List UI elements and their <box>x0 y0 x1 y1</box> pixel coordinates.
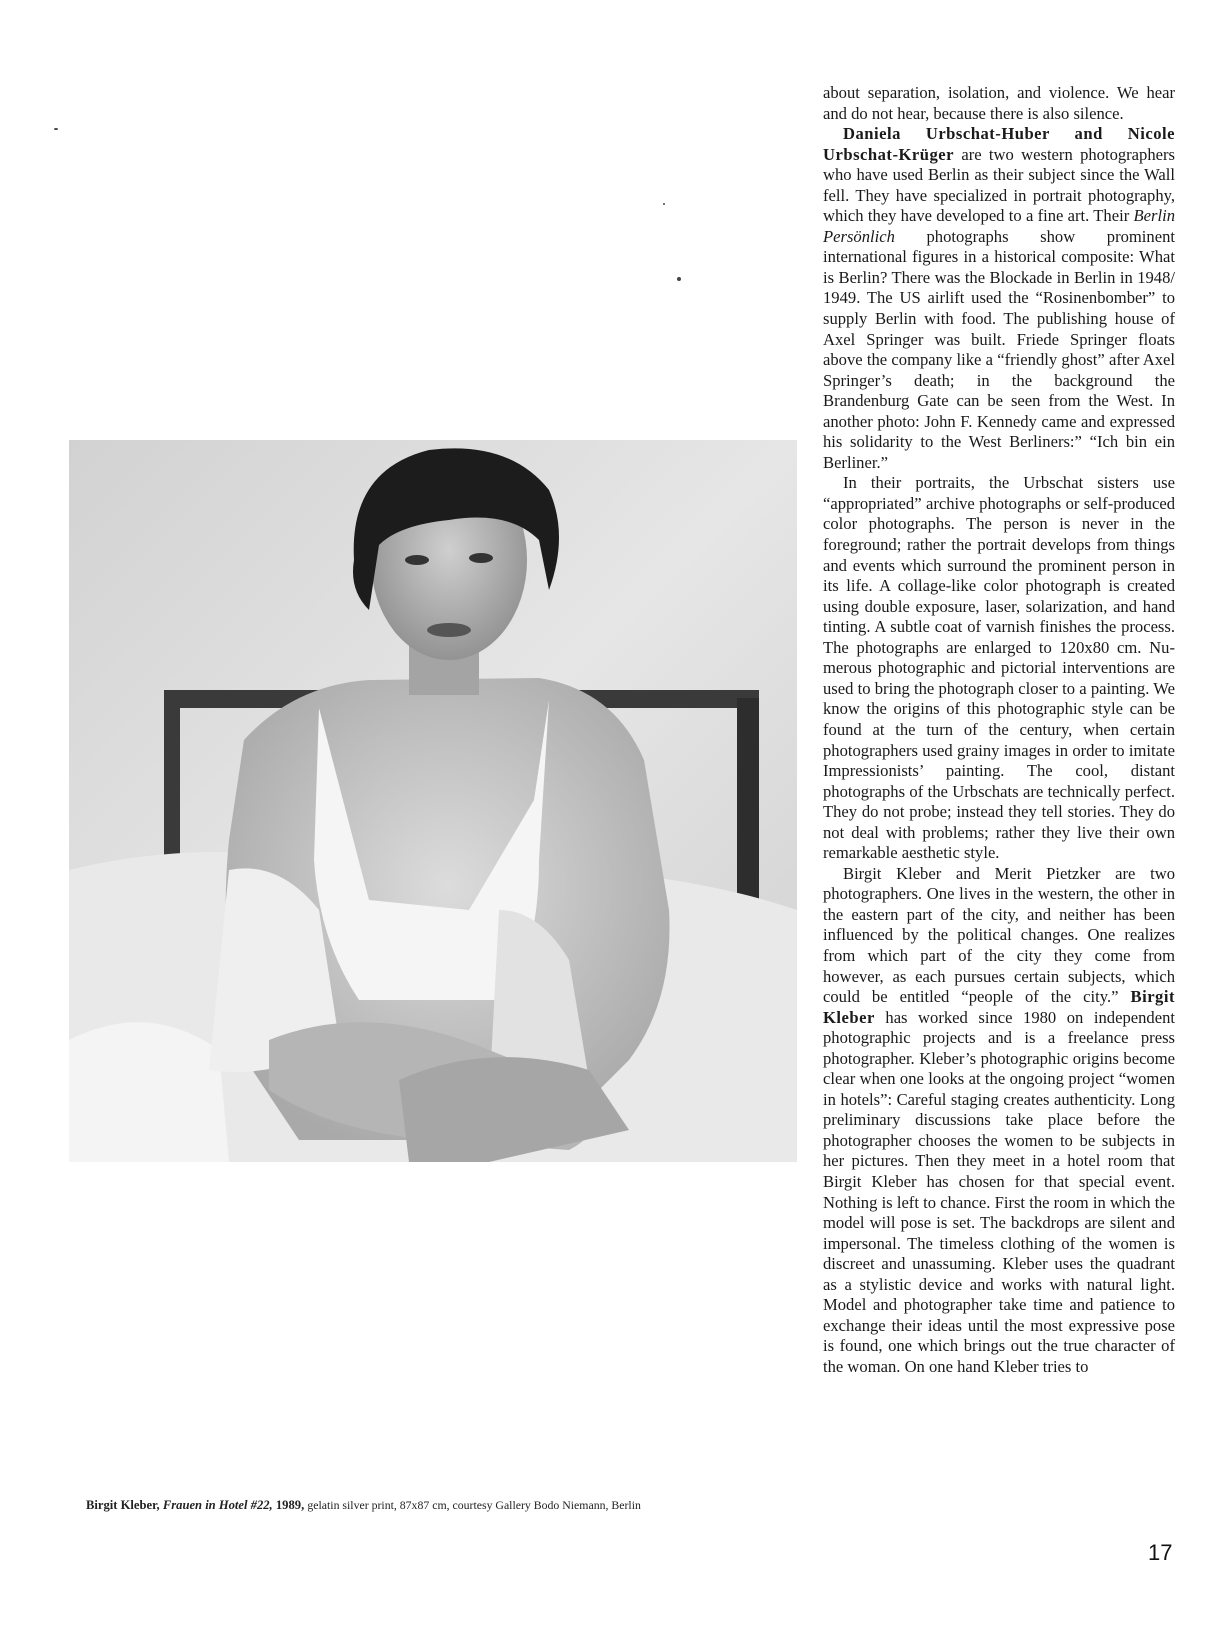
print-speck <box>663 203 665 205</box>
portrait-photograph <box>69 440 797 1162</box>
page-number: 17 <box>1148 1540 1173 1565</box>
paragraph-4-text-b: has worked since 1980 on independent photographic projects and is a freelance press photographer. Kleber’s photographic origins become clear when one looks at the ongoing project “women in hotels”: Careful staging creates authenticity. Long preliminary discussions take place before the photographer chooses the women to be subjects in her pictures. Then they meet in a hotel room that Birgit Kleber has chosen for that special event. Nothing is left to chance. First the room in which the model will pose is set. The backdrops are silent and impersonal. The timeless clothing of the women is discreet and unassuming. Kleber uses the quadrant as a stylistic device and works with natural light. Model and photographer take time and patience to exchange their ideas until the most expressive pose is found, one which brings out the true character of the woman. On one hand Kleber tries to <box>823 1007 1175 1376</box>
photo-caption <box>86 1498 786 1513</box>
article-text-column <box>823 83 1175 1377</box>
caption-artist: Birgit Kleber, <box>86 1498 160 1512</box>
paragraph-1: about separation, isolation, and violence. We hear and do not hear, because there is also silence. <box>823 83 1175 123</box>
print-speck <box>54 128 58 130</box>
print-speck <box>677 277 681 281</box>
paragraph-4-text-a: Birgit Kleber and Merit Pietzker are two photographers. One lives in the western, the other in the eastern part of the city, and neither has been influenced by the political changes. One realizes from which part of the city they come from however, as each pursues certain subjects, which could be entitled “people of the city.” <box>823 863 1175 1007</box>
series-title: Berlin Persönlich <box>823 206 1175 246</box>
paragraph-2 <box>823 124 1175 473</box>
caption-title: Frauen in Hotel #22, <box>162 1498 273 1512</box>
names-urbschat: Daniela Urbschat-Huber and Nicole Urbschat-Krüger <box>823 124 1175 164</box>
paragraph-2-text-a: are two western photographers who have used Berlin as their subject since the Wall fell. They have specialized in portrait photography, which they have developed to a fine art. Their <box>823 144 1175 226</box>
paragraph-2-text-b: photographs show prominent international figures in a historical composite: What is Berlin? There was the Blockade in Berlin in 1948/ 1949. The US airlift used the “Rosinenbomber” to supply Berlin with food. The publishing house of Axel Springer was built. Friede Springer floats above the company like a “friendly ghost” after Axel Springer’s death; in the background the Brandenburg Gate can be seen from the West. In another photo: John F. Kennedy came and expressed his solidarity to the West Berliners:” “Ich bin ein Berliner.” <box>823 226 1175 472</box>
photograph-image <box>69 440 797 1162</box>
paragraph-4 <box>823 864 1175 1378</box>
caption-details: gelatin silver print, 87x87 cm, courtesy Gallery Bodo Niemann, Berlin <box>307 1498 641 1512</box>
caption-year: 1989, <box>275 1498 305 1512</box>
name-kleber: Birgit Kleber <box>823 987 1175 1027</box>
paragraph-3: In their portraits, the Urbschat sisters use “appropriated” archive photographs or self-produced color photographs. The person is never in the foreground; rather the portrait develops from things and events which surround the prominent person in its life. A collage-like color photograph is created using double exposure, laser, solarization, and hand tinting. A subtle coat of varnish finishes the process. The photographs are enlarged to 120x80 cm. Numerous photographic and pictorial interventions are used to bring the photograph closer to a painting. We know the origins of this photographic style can be found at the turn of the century, when certain photographers used grainy images in order to imitate Impressionists’ painting. The cool, distant photographs of the Urbschats are technically perfect. They do not probe; instead they tell stories. They do not deal with problems; rather they live their own remarkable aesthetic style. <box>823 473 1175 863</box>
